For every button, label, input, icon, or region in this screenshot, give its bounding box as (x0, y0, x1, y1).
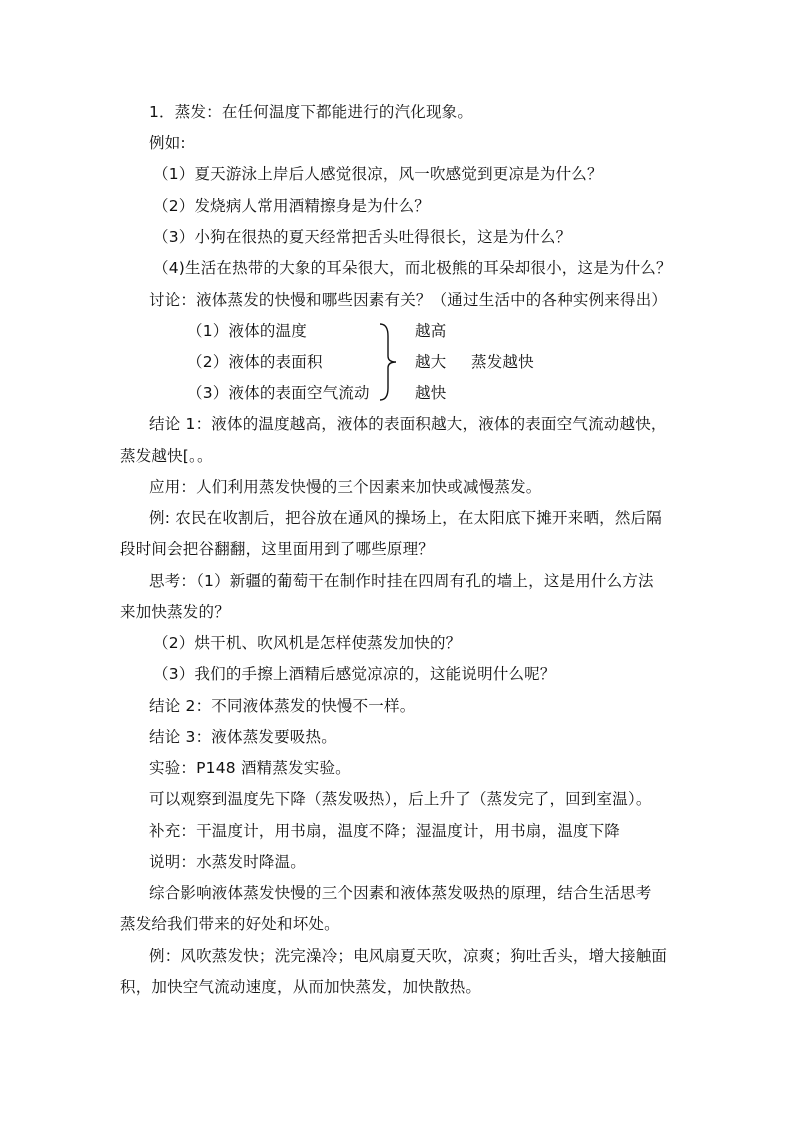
application-text: 应用：人们利用蒸发快慢的三个因素来加快或减慢蒸发。 (149, 478, 542, 496)
question-2: （2）发烧病人常用酒精擦身是为什么？ (153, 197, 430, 215)
summary-line-2: 蒸发给我们带来的好处和坏处。 (120, 915, 340, 933)
example-3-line-2: 积，加快空气流动速度，从而加快蒸发，加快散热。 (120, 978, 482, 996)
curly-brace-icon (378, 322, 398, 402)
example-2-line-1: 例: 农民在收割后，把谷放在通风的操场上，在太阳底下摊开来晒，然后隔 (149, 509, 662, 527)
explanation-text: 说明：水蒸发时降温。 (149, 853, 307, 871)
example-3-line-1: 例：风吹蒸发快；洗完澡冷；电风扇夏天吹，凉爽；狗吐舌头，增大接触面 (149, 947, 668, 965)
factor-3-effect: 越快 (415, 384, 447, 402)
conclusion-3: 结论 3：液体蒸发要吸热。 (149, 728, 337, 746)
factor-3-name: （3）液体的表面空气流动 (187, 384, 370, 402)
factor-2-name: （2）液体的表面积 (187, 353, 323, 371)
section-heading-evaporation: 1．蒸发：在任何温度下都能进行的汽化现象。 (149, 103, 474, 121)
summary-line-1: 综合影响液体蒸发快慢的三个因素和液体蒸发吸热的原理，结合生活思考 (149, 884, 652, 902)
conclusion-1-line-1: 结论 1：液体的温度越高，液体的表面积越大，液体的表面空气流动越快， (149, 415, 667, 433)
factor-2-effect: 越大 (415, 353, 447, 371)
observation-text: 可以观察到温度先下降（蒸发吸热），后上升了（蒸发完了，回到室温）。 (149, 790, 652, 808)
think-question-3: （3）我们的手擦上酒精后感觉凉凉的，这能说明什么呢？ (153, 665, 556, 683)
question-3: （3）小狗在很热的夏天经常把舌头吐得很长，这是为什么？ (153, 228, 572, 246)
conclusion-1-line-2: 蒸发越快[。。 (120, 447, 213, 465)
conclusion-2: 结论 2：不同液体蒸发的快慢不一样。 (149, 697, 416, 715)
factor-1-name: （1）液体的温度 (187, 322, 307, 340)
example-label: 例如: (149, 134, 186, 152)
think-question-2: （2）烘干机、吹风机是怎样使蒸发加快的？ (153, 634, 462, 652)
supplement-text: 补充：干温度计，用书扇，温度不降；湿温度计，用书扇，温度下降 (149, 822, 621, 840)
think-line-1: 思考：（1）新疆的葡萄干在制作时挂在四周有孔的墙上，这是用什么方法 (149, 572, 654, 590)
think-line-2: 来加快蒸发的？ (120, 603, 230, 621)
experiment-text: 实验：P148 酒精蒸发实验。 (149, 759, 351, 777)
example-2-line-2: 段时间会把谷翻翻，这里面用到了哪些原理？ (120, 540, 435, 558)
question-1: （1）夏天游泳上岸后人感觉很凉，风一吹感觉到更凉是为什么？ (153, 165, 603, 183)
factor-1-effect: 越高 (415, 322, 447, 340)
question-4: （4)生活在热带的大象的耳朵很大，而北极熊的耳朵却很小，这是为什么？ (153, 259, 672, 277)
factor-result: 蒸发越快 (471, 353, 534, 371)
discussion-text: 讨论：液体蒸发的快慢和哪些因素有关？（通过生活中的各种实例来得出） (149, 291, 668, 309)
